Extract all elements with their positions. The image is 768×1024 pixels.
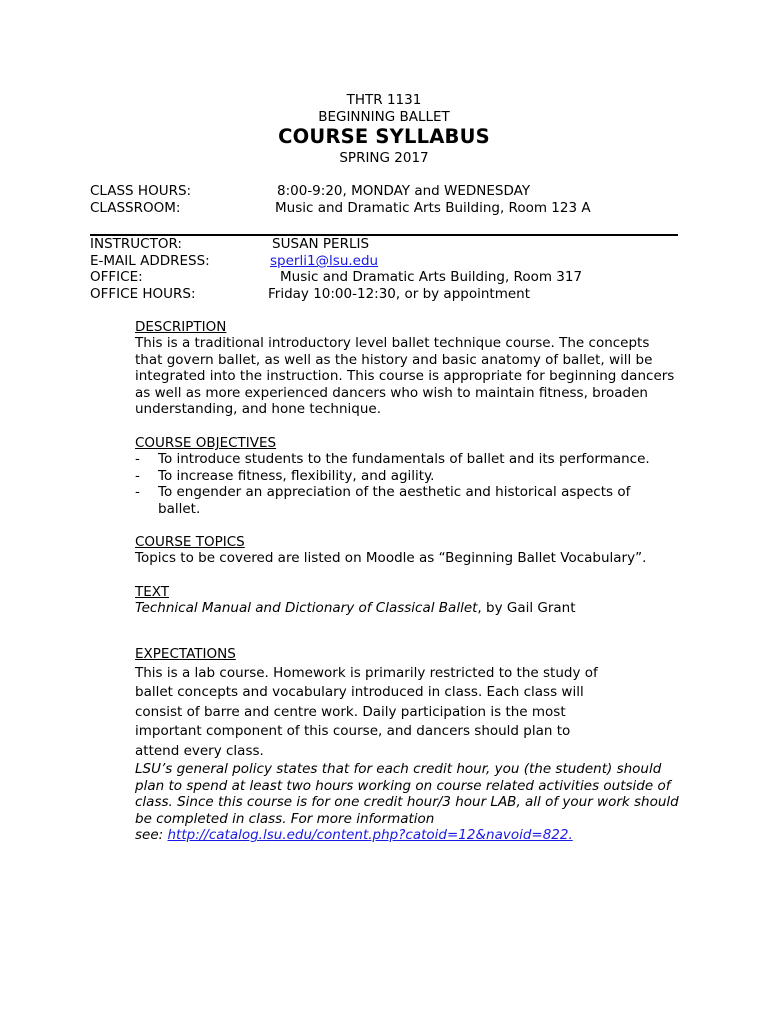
office-label: OFFICE: [90, 269, 143, 285]
objectives-heading: COURSE OBJECTIVES [135, 435, 277, 451]
expectations-heading: EXPECTATIONS [135, 646, 236, 662]
bullet-dash: - [135, 484, 140, 500]
description-heading: DESCRIPTION [135, 319, 227, 335]
class-hours-value: 8:00-9:20, MONDAY and WEDNESDAY [277, 183, 531, 199]
bullet-dash: - [135, 468, 140, 484]
course-name: BEGINNING BALLET [318, 109, 450, 125]
course-code: THTR 1131 [346, 92, 422, 108]
credit-policy: LSU’s general policy states that for each credit hour, you (the student) should plan to spend at least two hours working on course related activities outside of class. Since this course is for one credit hour/3 hour LAB, all of your work should be completed in class. For more information [135, 761, 679, 827]
office-hours-label: OFFICE HOURS: [90, 286, 196, 302]
page-title: COURSE SYLLABUS [278, 125, 490, 148]
term: SPRING 2017 [339, 150, 429, 166]
catalog-link[interactable]: http://catalog.lsu.edu/content.php?catoid=12&navoid=822. [167, 827, 573, 843]
bullet-dash: - [135, 451, 140, 467]
email-label: E-MAIL ADDRESS: [90, 253, 210, 269]
instructor-label: INSTRUCTOR: [90, 236, 182, 252]
book-author: , by Gail Grant [477, 600, 576, 616]
objective-item: To increase fitness, flexibility, and agility. [158, 468, 435, 484]
office-hours-value: Friday 10:00-12:30, or by appointment [268, 286, 530, 302]
expectations-body: This is a lab course. Homework is primarily restricted to the study of ballet concepts and vocabulary introduced in class. Each class will consist of barre and centre work. Daily participation is the most important component of this course, and dancers should plan to attend every class. [135, 665, 598, 759]
instructor-value: SUSAN PERLIS [272, 236, 370, 252]
class-hours-label: CLASS HOURS: [90, 183, 192, 199]
description-body: This is a traditional introductory level ballet technique course. The concepts that govern ballet, as well as the history and basic anatomy of ballet, will be integrated into the instruction. This course is appropriate for beginning dancers as well as more experienced dancers who wish to maintain fitness, broaden understanding, and hone technique. [135, 335, 675, 418]
objective-item: To engender an appreciation of the aesthetic and historical aspects of ballet. [158, 484, 631, 517]
classroom-value: Music and Dramatic Arts Building, Room 123 A [275, 200, 591, 216]
more-info-line [135, 827, 573, 843]
classroom-label: CLASSROOM: [90, 200, 181, 216]
text-heading: TEXT [135, 584, 170, 600]
objective-item: To introduce students to the fundamentals of ballet and its performance. [158, 451, 650, 467]
topics-body: Topics to be covered are listed on Moodle as “Beginning Ballet Vocabulary”. [135, 550, 647, 566]
book-citation [135, 600, 576, 616]
book-title: Technical Manual and Dictionary of Classical Ballet [135, 600, 478, 616]
office-value: Music and Dramatic Arts Building, Room 317 [280, 269, 583, 285]
email-link[interactable]: sperli1@lsu.edu [270, 253, 379, 269]
topics-heading: COURSE TOPICS [135, 534, 245, 550]
see-prefix: see: [135, 827, 168, 843]
